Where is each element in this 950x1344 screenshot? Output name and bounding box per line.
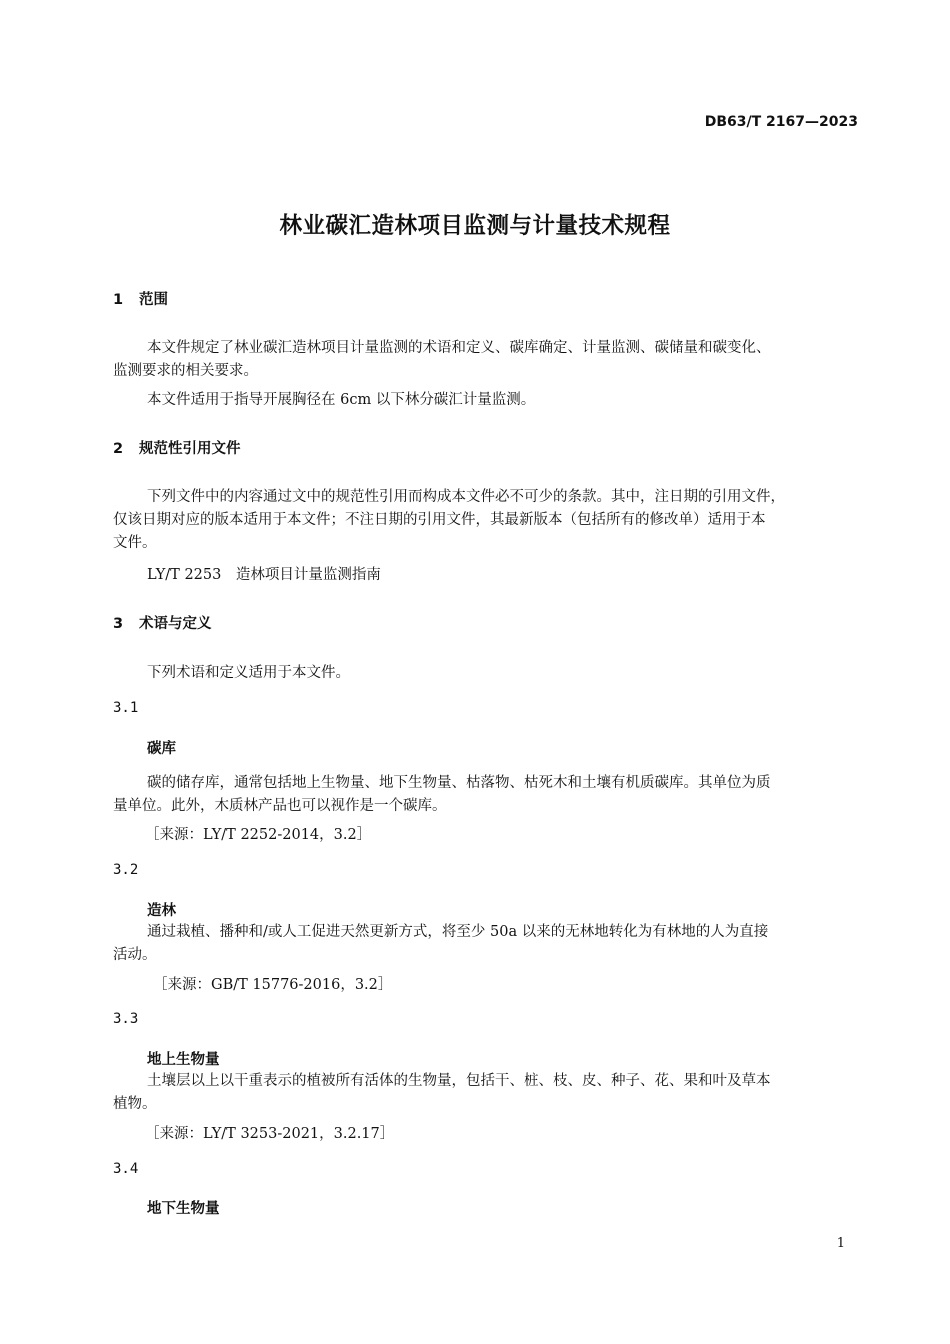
paragraph-line: 碳的储存库，通常包括地上生物量、地下生物量、枯落物、枯死木和土壤有机质碳库。其单位为质 <box>147 775 771 791</box>
document-id: DB63/T 2167—2023 <box>704 114 858 130</box>
page-number: 1 <box>836 1236 845 1251</box>
paragraph-line: 本文件规定了林业碳汇造林项目计量监测的术语和定义、碳库确定、计量监测、碳储量和碳变化、 <box>147 340 771 356</box>
reference-entry: LY/T 2253 造林项目计量监测指南 <box>147 567 381 583</box>
paragraph-line: 仅该日期对应的版本适用于本文件；不注日期的引用文件，其最新版本（包括所有的修改单）适用于本 <box>113 512 766 528</box>
terms-intro: 下列术语和定义适用于本文件。 <box>147 665 350 681</box>
section-number: 2 <box>113 441 124 457</box>
term-number: 3.1 <box>113 700 139 716</box>
paragraph-line: 监测要求的相关要求。 <box>113 363 258 379</box>
term-definition <box>113 772 860 818</box>
scope-paragraph-2: 本文件适用于指导开展胸径在 6cm 以下林分碳汇计量监测。 <box>147 392 536 408</box>
term-title: 地下生物量 <box>147 1201 220 1217</box>
paragraph-line: 量单位。此外，木质林产品也可以视作是一个碳库。 <box>113 798 447 814</box>
term-definition <box>113 1070 860 1116</box>
section-title: 范围 <box>139 292 168 308</box>
section-title: 规范性引用文件 <box>139 441 241 457</box>
term-number: 3.3 <box>113 1011 139 1027</box>
term-source: ［来源：LY/T 3253-2021，3.2.17］ <box>145 1126 395 1142</box>
page-title: 林业碳汇造林项目监测与计量技术规程 <box>279 213 671 239</box>
term-source: ［来源：GB/T 15776-2016，3.2］ <box>153 977 393 993</box>
references-paragraph <box>113 486 860 555</box>
paragraph-line: 文件。 <box>113 535 157 551</box>
paragraph-line: 活动。 <box>113 947 157 963</box>
paragraph-line: 植物。 <box>113 1096 157 1112</box>
term-title: 地上生物量 <box>147 1052 220 1068</box>
term-source: ［来源：LY/T 2252-2014，3.2］ <box>145 827 372 843</box>
section-title: 术语与定义 <box>139 616 212 632</box>
paragraph-line: 下列文件中的内容通过文中的规范性引用而构成本文件必不可少的条款。其中，注日期的引用文件， <box>147 489 785 505</box>
term-number: 3.2 <box>113 862 139 878</box>
paragraph-line: 土壤层以上以干重表示的植被所有活体的生物量，包括干、桩、枝、皮、种子、花、果和叶及草本 <box>147 1073 771 1089</box>
term-title: 造林 <box>147 903 176 919</box>
section-heading-scope <box>113 288 168 309</box>
term-definition <box>113 921 860 967</box>
section-heading-normative-references <box>113 437 241 458</box>
scope-paragraph-1 <box>113 337 860 383</box>
term-title: 碳库 <box>147 741 176 757</box>
section-heading-terms <box>113 612 212 633</box>
paragraph-line: 通过栽植、播种和/或人工促进天然更新方式，将至少 50a 以来的无林地转化为有林地的人为直接 <box>147 924 769 940</box>
section-number: 1 <box>113 292 124 308</box>
term-number: 3.4 <box>113 1161 139 1177</box>
section-number: 3 <box>113 616 124 632</box>
